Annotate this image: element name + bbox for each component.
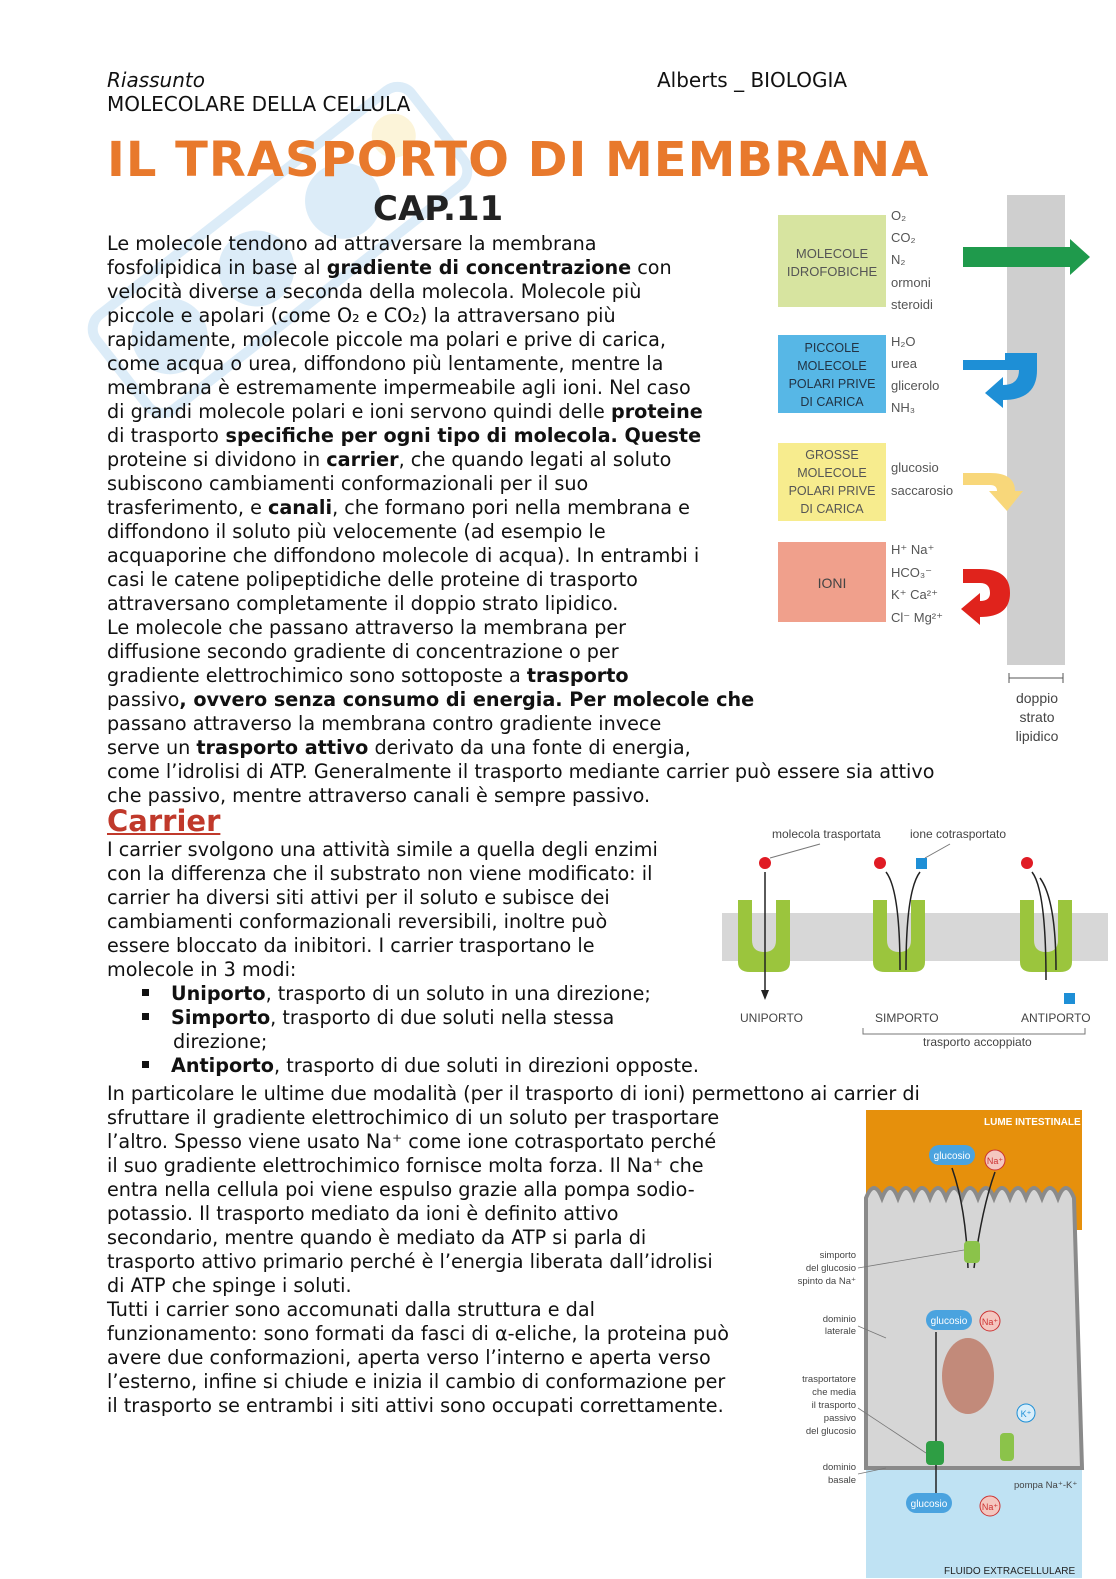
carrier-line: molecole in 3 modi:: [107, 958, 297, 981]
after-line: trasporto attivo primario perché è l’energia liberata dall’idrolisi: [107, 1250, 713, 1273]
note-symporter: del glucosio: [805, 1263, 856, 1274]
intro-line: trasferimento, e canali, che formano pori nella membrana e: [107, 496, 690, 519]
header-book: Alberts _ BIOLOGIA: [657, 68, 848, 92]
header-riassunto: Riassunto: [107, 68, 205, 92]
small-polar-label: PICCOLE: [804, 341, 860, 355]
glucose-label: glucosio: [930, 1316, 968, 1327]
small-polar-item: H₂O: [891, 334, 916, 349]
label-transported-molecule: molecola trasportata: [772, 827, 881, 841]
carrier-paragraph: [107, 838, 658, 982]
symporter-protein: [964, 1241, 980, 1263]
label-cotransported-ion: ione cotrasportato: [910, 827, 1007, 841]
intro-line: casi le catene polipeptidiche delle proteine di trasporto: [107, 568, 638, 591]
note-lateral: laterale: [824, 1326, 856, 1337]
note-lateral: dominio: [822, 1314, 856, 1325]
bullet-item: direzione;: [173, 1030, 268, 1053]
after-line: avere due conformazioni, aperta verso l’interno e aperta verso: [107, 1346, 711, 1369]
intro-line: passano attraverso la membrana contro gradiente invece: [107, 712, 662, 735]
intro-line: Le molecole tendono ad attraversare la membrana: [107, 232, 597, 255]
large-polar-label: POLARI PRIVE: [788, 484, 876, 498]
red-arrow-icon: [961, 569, 1010, 625]
note-basal: dominio: [822, 1462, 856, 1473]
glucose-label: glucosio: [933, 1151, 971, 1162]
hydrophobic-item: ormoni: [891, 275, 931, 290]
epithelial-cell: [866, 1188, 1082, 1468]
large-polar-label: MOLECOLE: [797, 466, 867, 480]
intro-line: rapidamente, molecole piccole ma polari e prive di carica,: [107, 328, 666, 351]
after-line: sfruttare il gradiente elettrochimico di un soluto per trasportare: [107, 1106, 720, 1129]
bullet-list: [142, 982, 699, 1078]
molecule-dot-icon: [874, 857, 886, 869]
intro-line: fosfolipidica in base al gradiente di concentrazione con: [107, 256, 672, 279]
large-polar-item: saccarosio: [891, 483, 954, 498]
label-simporto: SIMPORTO: [875, 1011, 939, 1025]
intro-line: gradiente elettrochimico sono sottoposte a trasporto: [107, 664, 629, 687]
bilayer-label-1: doppio: [1015, 690, 1059, 706]
header-course: MOLECOLARE DELLA CELLULA: [107, 92, 411, 116]
small-polar-label: MOLECOLE: [797, 359, 867, 373]
after-line: potassio. Il trasporto mediato da ioni è definito attivo: [107, 1202, 619, 1225]
intro-line: acquaporine che diffondono molecole di acqua). In entrambi i: [107, 544, 700, 567]
hydrophobic-item: N₂: [891, 252, 906, 267]
potassium-label: K⁺: [1020, 1409, 1032, 1419]
large-polar-item: glucosio: [891, 460, 939, 475]
ion-item: K⁺ Ca²⁺: [891, 587, 938, 602]
intro-line: subiscono cambiamenti conformazionali per il suo: [107, 472, 589, 495]
ion-square-icon: [916, 858, 927, 869]
note-symporter: simporto: [819, 1250, 856, 1261]
lumen-label: LUME INTESTINALE: [984, 1117, 1081, 1128]
after-line: il trasporto se entrambi i siti attivi sono occupati correttamente.: [107, 1394, 724, 1417]
intro-line: membrana è estremamente impermeabile agli ioni. Nel caso: [107, 376, 691, 399]
ion-item: Cl⁻ Mg²⁺: [891, 610, 943, 625]
hydrophobic-label-1: MOLECOLE: [795, 246, 869, 261]
bullet-icon: [142, 1061, 149, 1068]
header-subtitle: [107, 68, 410, 116]
bilayer-label-2: strato: [1019, 709, 1055, 725]
carrier-modes-figure: [720, 820, 1110, 1060]
ion-item: H⁺ Na⁺: [891, 542, 935, 557]
sodium-potassium-pump: [1000, 1433, 1014, 1461]
intro-line: velocità diverse a seconda della molecola. Molecole più: [107, 280, 642, 303]
after-line: l’esterno, infine si chiude e inizia il cambio di conformazione per: [107, 1370, 726, 1393]
intro-line: che passivo, mentre attraverso canali è sempre passivo.: [107, 784, 651, 807]
glucose-label: glucosio: [910, 1499, 948, 1510]
extracellular-label: FLUIDO EXTRACELLULARE: [944, 1566, 1076, 1577]
label-coupled-transport: trasporto accoppiato: [923, 1035, 1032, 1049]
small-polar-item: NH₃: [891, 400, 916, 415]
small-polar-item: glicerolo: [891, 378, 940, 393]
carrier-line: essere bloccato da inibitori. I carrier trasportano le: [107, 934, 595, 957]
bullet-item: Antiporto, trasporto di due soluti in direzioni opposte.: [142, 1054, 699, 1078]
large-polar-label: GROSSE: [805, 448, 859, 462]
hydrophobic-label-2: IDROFOBICHE: [786, 264, 878, 279]
hydrophobic-item: O₂: [891, 208, 907, 223]
sodium-label: Na⁺: [981, 1502, 999, 1512]
note-transporter: che media: [812, 1387, 856, 1398]
carrier-line: I carrier svolgono una attività simile a quella degli enzimi: [107, 838, 658, 861]
small-polar-label: POLARI PRIVE: [788, 377, 876, 391]
carrier-line: con la differenza che il substrato non viene modificato: il: [107, 862, 653, 885]
sodium-label: Na⁺: [981, 1317, 999, 1327]
bullet-item: Simporto, trasporto di due soluti nella stessa: [142, 1006, 699, 1030]
intro-line: di trasporto specifiche per ogni tipo di molecola. Queste: [107, 424, 702, 447]
intro-line: piccole e apolari (come O₂ e CO₂) la attraversano più: [107, 304, 616, 327]
carrier-line: carrier ha diversi siti attivi per il soluto e subisce dei: [107, 886, 610, 909]
hydrophobic-item: CO₂: [891, 230, 916, 245]
permeability-figure: [775, 195, 1095, 755]
intro-line: serve un trasporto attivo derivato da una fonte di energia,: [107, 736, 691, 759]
note-transporter: trasportatore: [802, 1374, 856, 1385]
bilayer-label-3: lipidico: [1015, 728, 1059, 744]
note-symporter: spinto da Na⁺: [797, 1276, 856, 1287]
molecule-dot-icon: [759, 857, 771, 869]
nucleus: [942, 1338, 994, 1414]
bullet-icon: [142, 1013, 149, 1020]
bullet-icon: [142, 989, 149, 996]
page-title: IL TRASPORTO DI MEMBRANA: [107, 132, 930, 188]
after-line: l’altro. Spesso viene usato Na⁺ come ione cotrasportato perché: [107, 1130, 717, 1153]
small-polar-item: urea: [891, 356, 918, 371]
section-heading-carrier: Carrier: [107, 804, 221, 838]
hydrophobic-box: [778, 215, 886, 307]
after-line: entra nella cellula poi viene espulso grazie alla pompa sodio-: [107, 1178, 695, 1201]
note-transporter: passivo: [823, 1413, 856, 1424]
note-transporter: il trasporto: [811, 1400, 856, 1411]
bullet-item: Uniporto, trasporto di un soluto in una direzione;: [142, 982, 699, 1006]
small-polar-label: DI CARICA: [800, 395, 864, 409]
note-pump: pompa Na⁺-K⁺: [1014, 1480, 1078, 1491]
intro-line: proteine si dividono in carrier, che quando legati al soluto: [107, 448, 672, 471]
after-line: Tutti i carrier sono accomunati dalla struttura e dal: [107, 1298, 595, 1321]
intro-line: Le molecole che passano attraverso la membrana per: [107, 616, 627, 639]
ion-item: HCO₃⁻: [891, 565, 933, 580]
glucose-transporter: [926, 1441, 944, 1465]
after-line: In particolare le ultime due modalità (per il trasporto di ioni) permettono ai carrier di: [107, 1082, 920, 1105]
after-line: il suo gradiente elettrochimico fornisce molta forza. Il Na⁺ che: [107, 1154, 704, 1177]
molecule-dot-icon: [1021, 857, 1033, 869]
carrier-line: cambiamenti conformazionali reversibili, inoltre può: [107, 910, 608, 933]
intro-line: diffusione secondo gradiente di concentrazione o per: [107, 640, 619, 663]
large-polar-label: DI CARICA: [800, 502, 864, 516]
intro-line: diffondono il soluto più velocemente (ad esempio le: [107, 520, 606, 543]
ion-square-icon: [1064, 993, 1075, 1004]
after-line: di ATP che spinge i soluti.: [107, 1274, 352, 1297]
note-basal: basale: [828, 1475, 856, 1486]
note-transporter: del glucosio: [805, 1426, 856, 1437]
after-line: secondario, mentre quando è mediato da ATP si parla di: [107, 1226, 647, 1249]
sodium-label: Na⁺: [986, 1156, 1004, 1166]
intro-line: come acqua o urea, diffondono più lentamente, mentre la: [107, 352, 664, 375]
chapter-label: CAP.11: [373, 189, 504, 229]
ions-label: IONI: [817, 575, 847, 591]
intro-line: come l’idrolisi di ATP. Generalmente il trasporto mediante carrier può essere sia attivo: [107, 760, 935, 783]
intro-line: passivo, ovvero senza consumo di energia. Per molecole che: [107, 688, 755, 711]
intro-line: attraversano completamente il doppio strato lipidico.: [107, 592, 619, 615]
label-antiporto: ANTIPORTO: [1021, 1011, 1091, 1025]
after-line: funzionamento: sono formati da fasci di α-eliche, la proteina può: [107, 1322, 730, 1345]
label-uniporto: UNIPORTO: [740, 1011, 803, 1025]
hydrophobic-item: steroidi: [891, 297, 933, 312]
epithelium-figure: [786, 1108, 1114, 1578]
intro-line: di grandi molecole polari e ioni servono quindi delle proteine: [107, 400, 703, 423]
